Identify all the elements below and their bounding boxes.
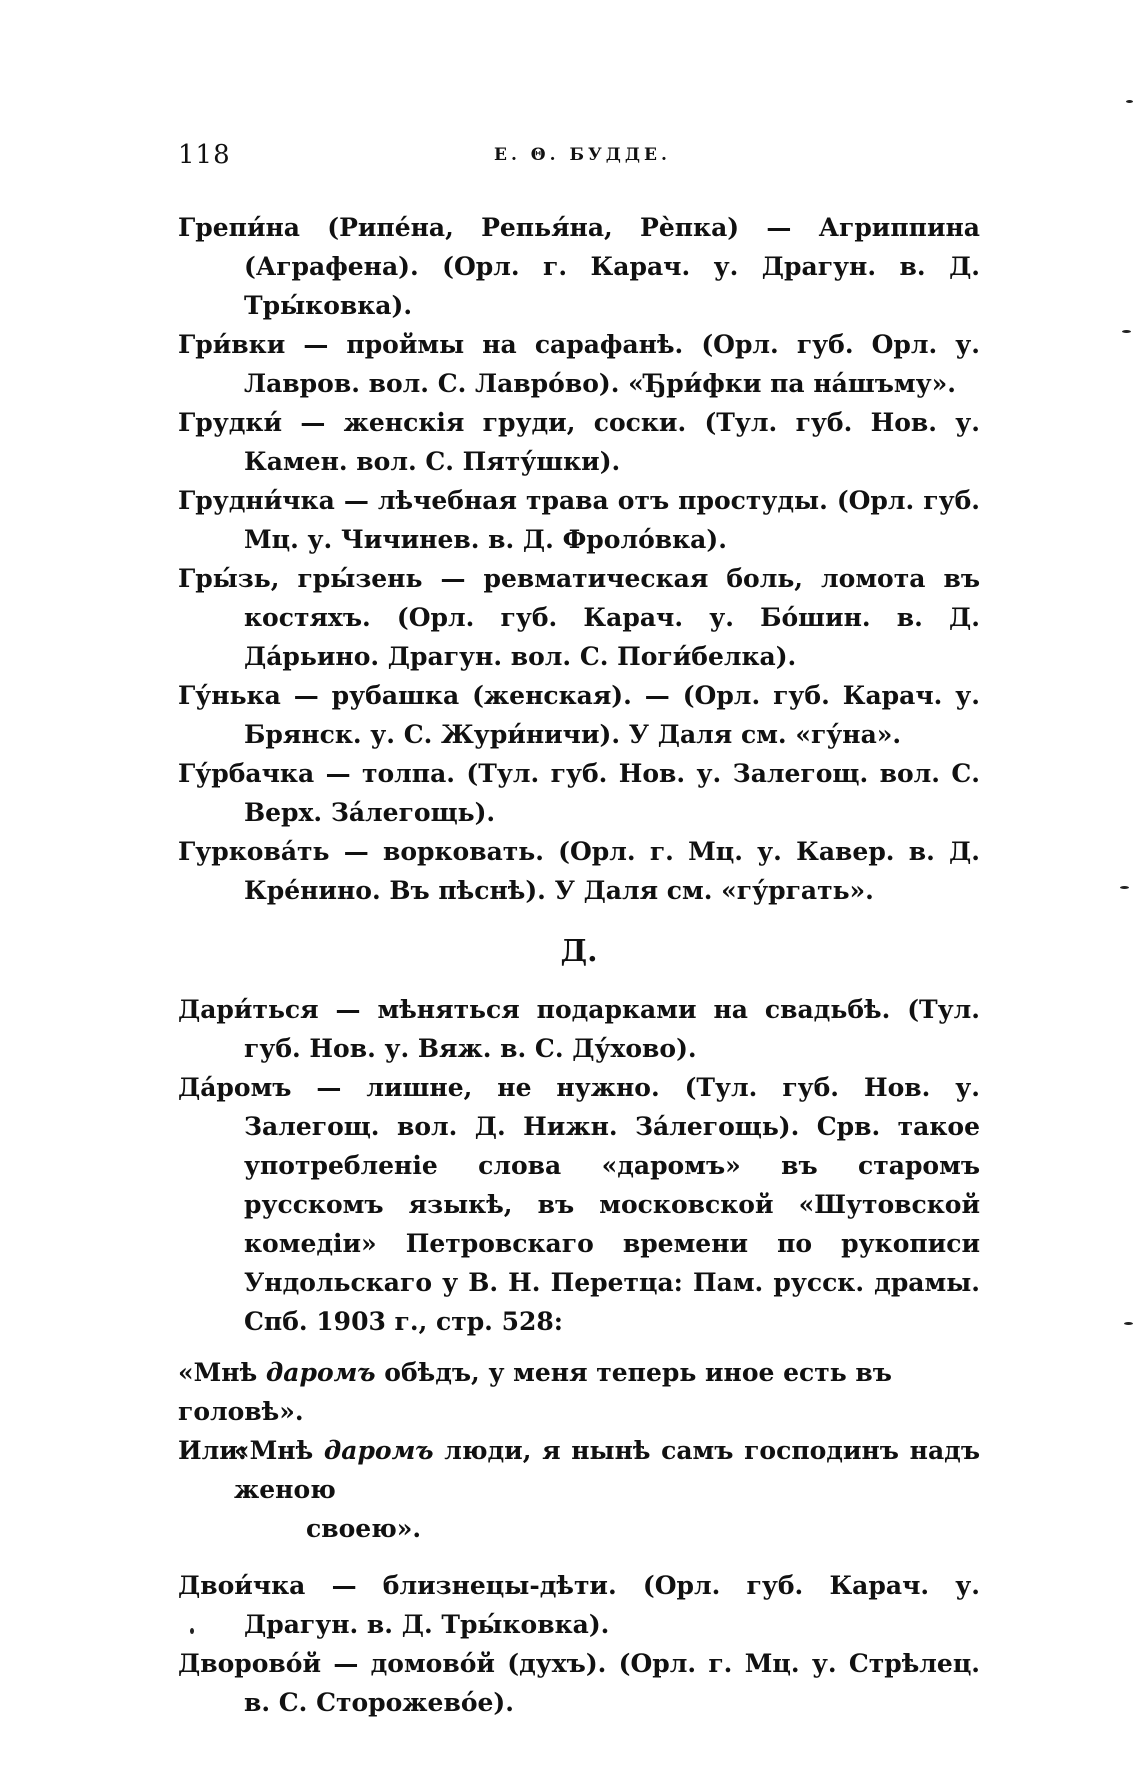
dictionary-entry: Дворово́й — домово́й (духъ). (Орл. г. Мц. у. Стрѣлец. в. С. Сторожево́е). (178, 1649, 980, 1717)
quotation-line (234, 1431, 980, 1548)
quote-text: люди, я нынѣ самъ господинъ надъ женою (234, 1436, 980, 1504)
dictionary-entry: Грудки́ — женскія груди, соски. (Тул. губ. Нов. у. Камен. вол. С. Пяту́шки). (178, 408, 980, 476)
dictionary-entry: Дари́ться — мѣняться подарками на свадьбѣ. (Тул. губ. Нов. у. Вяж. в. С. Ду́хово). (178, 995, 980, 1063)
running-title: Е. Θ. БУДДЕ. (494, 145, 671, 165)
entries-after-quote (178, 1566, 980, 1722)
dictionary-entry: Двои́чка — близнецы-дѣти. (Орл. губ. Карач. у. Драгун. в. Д. Тры́ковка). (178, 1571, 980, 1639)
quote-or-label: Или: (178, 1436, 248, 1465)
quote-text: «Мнѣ (234, 1436, 324, 1465)
quote-emphasis: даромъ (265, 1358, 376, 1387)
quote-text: обѣдъ, у меня теперь иное есть въ головѣ». (178, 1358, 892, 1426)
dictionary-entry: Да́ромъ — лишне, не нужно. (Тул. губ. Нов. у. Залегощ. вол. Д. Нижн. За́легощь). Срв. такое употребленіе слова «даромъ» въ старомъ русскомъ языкѣ, въ московской «Шутовской комедіи» Петровскаго времени по рукописи Ундольскаго у В. Н. Перетца: Пам. русск. драмы. Спб. 1903 г., стр. 528: (178, 1073, 980, 1336)
scan-speck (1120, 886, 1129, 889)
quotation-block (178, 1353, 980, 1548)
quote-continuation: своею». (306, 1514, 422, 1543)
dictionary-entry: Гри́вки — проймы на сарафанѣ. (Орл. губ. Орл. у. Лавров. вол. С. Лавро́во). «Ђри́фки па на́шъму». (178, 330, 980, 398)
page-number: 118 (178, 140, 231, 170)
section-heading: Д. (560, 934, 598, 969)
dictionary-body (178, 208, 980, 1722)
dictionary-entry: Грепи́на (Рипе́на, Репья́на, Рѐпка) — Агриппина (Аграфена). (Орл. г. Карач. у. Драгун. в. Д. Тры́ковка). (178, 213, 980, 320)
quote-emphasis: даромъ (323, 1436, 434, 1465)
quote-text: «Мнѣ (178, 1358, 266, 1387)
scan-speck (1124, 1322, 1133, 1325)
dictionary-entry: Гу́нька — рубашка (женская). — (Орл. губ. Карач. у. Брянск. у. С. Жури́ничи). У Даля см. «гу́на». (178, 681, 980, 749)
scan-speck (1122, 330, 1131, 333)
scan-speck (1126, 100, 1133, 103)
quotation-line (178, 1353, 980, 1431)
quotation-or-line (178, 1431, 980, 1548)
dictionary-entry: Грудни́чка — лѣчебная трава отъ простуды. (Орл. губ. Мц. у. Чичинев. в. Д. Фроло́вка). (178, 486, 980, 554)
running-head (178, 140, 978, 180)
dictionary-entry: Гу́рбачка — толпа. (Тул. губ. Нов. у. Залегощ. вол. С. Верх. За́легощь). (178, 759, 980, 827)
scan-speck (190, 1628, 194, 1634)
dictionary-entry: Гры́зь, гры́зень — ревматическая боль, ломота въ костяхъ. (Орл. губ. Карач. у. Бо́шин. в. Д. Да́рьино. Драгун. вол. С. Поги́белка). (178, 564, 980, 671)
dictionary-entry: Гуркова́ть — ворковать. (Орл. г. Мц. у. Кавер. в. Д. Кре́нино. Въ пѣснѣ). У Даля см. «гу́ргать». (178, 837, 980, 905)
